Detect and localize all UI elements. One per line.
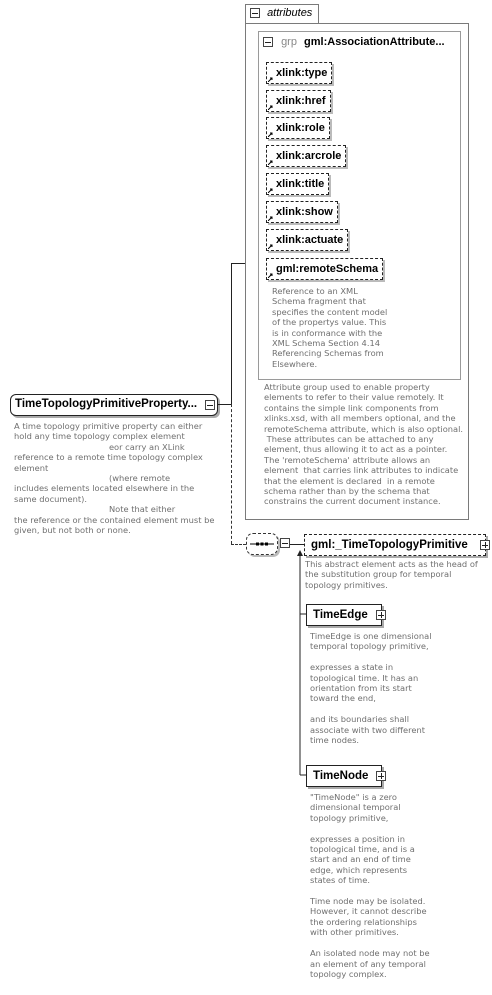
reference-arrow-icon: [268, 105, 273, 110]
attribute-xlink-role[interactable]: [266, 117, 330, 139]
connector-dashed-line: [231, 544, 246, 545]
reference-arrow-icon: [268, 244, 273, 249]
expand-icon[interactable]: [480, 540, 490, 550]
attribute-label: xlink:href: [276, 95, 326, 107]
expand-icon[interactable]: [376, 610, 386, 620]
reference-arrow-icon: [268, 216, 273, 221]
sequence-compositor[interactable]: [246, 533, 278, 555]
substitute-element-label: TimeEdge: [313, 609, 368, 621]
attribute-gml-remoteschema[interactable]: [266, 258, 383, 280]
attribute-group-name: gml:AssociationAttribute...: [304, 36, 445, 48]
abstract-element-label: gml:_TimeTopologyPrimitive: [311, 539, 468, 551]
abstract-element[interactable]: [304, 534, 486, 556]
attributes-tab-label: attributes: [267, 7, 313, 19]
attribute-xlink-href[interactable]: [266, 90, 331, 112]
attribute-group-documentation: Attribute group used to enable property elements to refer to their value remotely. It contains the simple link components from xlinks.xsd, with all members optional, and the remoteSchema attribute, which is also optional. These attributes can be attached to any element, thus allowing it to act as a pointer. The 'remoteSchema' attribute allows an element that carries link attributes to indicate that the element is declared in a remote schema rather than by the schema that constrains the current document instance.: [264, 382, 464, 507]
attributes-tab[interactable]: [245, 4, 319, 23]
collapse-icon[interactable]: [280, 538, 290, 548]
connector-line: [231, 263, 232, 404]
root-element[interactable]: [10, 394, 218, 416]
connector-dashed-line: [231, 404, 232, 544]
root-element-label: TimeTopologyPrimitiveProperty...: [15, 398, 198, 410]
attribute-label: xlink:show: [276, 206, 333, 218]
attribute-label: xlink:type: [276, 67, 328, 79]
reference-arrow-icon: [268, 188, 273, 193]
substitute-element-timeedge[interactable]: [306, 604, 382, 626]
attribute-group-header[interactable]: [263, 36, 445, 48]
connector-line: [217, 404, 231, 405]
attribute-xlink-arcrole[interactable]: [266, 145, 346, 167]
reference-arrow-icon: [268, 77, 273, 82]
attribute-label: xlink:arcrole: [276, 150, 342, 162]
substitute-element-documentation: "TimeNode" is a zero dimensional temporal topology primitive, expresses a position in topological time, and is a start and an end of time edge, which represents states of time. Time node may be isolated. However, it cannot describe the ordering relationships with other primitives. An isolated node may not be an element of any temporal topology complex.: [310, 792, 430, 979]
substitution-group-connector: [293, 550, 307, 782]
reference-arrow-icon: [268, 132, 273, 137]
attribute-xlink-title[interactable]: [266, 173, 329, 195]
collapse-icon[interactable]: [263, 37, 273, 47]
collapse-icon[interactable]: [205, 400, 215, 410]
collapse-icon[interactable]: [250, 8, 260, 18]
attribute-label: gml:remoteSchema: [276, 263, 379, 275]
attribute-group-keyword: grp: [281, 36, 297, 48]
reference-arrow-icon: [268, 273, 273, 278]
attribute-label: xlink:actuate: [276, 234, 344, 246]
substitute-element-timenode[interactable]: [306, 765, 382, 787]
connector-line: [231, 263, 245, 264]
attribute-xlink-show[interactable]: [266, 201, 338, 223]
attribute-xlink-actuate[interactable]: [266, 229, 348, 251]
attribute-label: xlink:title: [276, 178, 325, 190]
substitute-element-documentation: TimeEdge is one dimensional temporal topology primitive, expresses a state in topological time. It has an orientation from its start toward the end, and its boundaries shall associate with two different time nodes.: [310, 631, 432, 746]
sequence-icon: [247, 534, 277, 554]
connector-line: [290, 544, 304, 545]
abstract-element-documentation: This abstract element acts as the head of the substitution group for temporal topology primitives.: [305, 559, 478, 590]
expand-icon[interactable]: [376, 771, 386, 781]
attribute-xlink-type[interactable]: [266, 62, 332, 84]
remote-schema-documentation: Reference to an XML Schema fragment that specifies the content model of the propertys value. This is in conformance with the XML Schema Section 4.14 Referencing Schemas from Elsewhere.: [272, 286, 388, 369]
substitute-element-label: TimeNode: [313, 770, 369, 782]
reference-arrow-icon: [268, 160, 273, 165]
root-element-documentation: A time topology primitive property can either hold any time topology complex element eor carry an XLink reference to a remote time topology complex element (where remote includes elements located elsewhere in the same document). Note that either the reference or the contained element must be given, but not both or none.: [14, 421, 215, 536]
attribute-label: xlink:role: [276, 122, 325, 134]
